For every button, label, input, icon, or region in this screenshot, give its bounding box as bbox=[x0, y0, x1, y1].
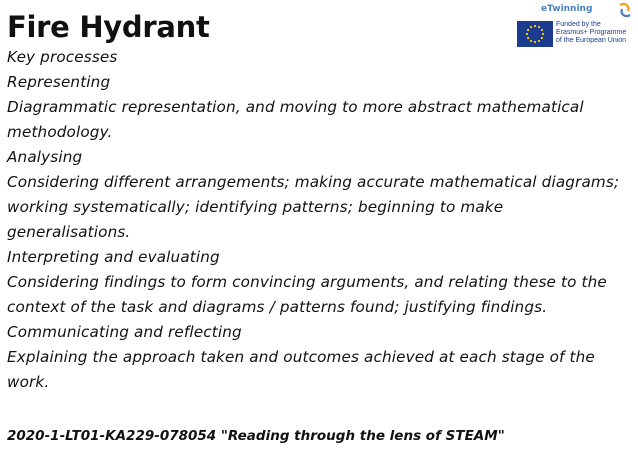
funding-line: Erasmus+ Programme bbox=[556, 29, 627, 36]
process-text-line: Explaining the approach taken and outcomes achieved at each stage of the bbox=[7, 348, 595, 366]
process-label-communicating: Communicating and reflecting bbox=[7, 323, 242, 341]
key-processes-content bbox=[7, 45, 633, 395]
eu-star-icon bbox=[542, 33, 544, 35]
process-text-line: methodology. bbox=[7, 123, 113, 141]
page-title: Fire Hydrant bbox=[7, 10, 210, 44]
eu-star-icon bbox=[538, 40, 540, 42]
process-label-interpreting: Interpreting and evaluating bbox=[7, 248, 220, 266]
process-text-line: work. bbox=[7, 373, 50, 391]
eu-star-icon bbox=[530, 26, 532, 28]
eu-star-icon bbox=[534, 25, 536, 27]
eu-star-icon bbox=[541, 29, 543, 31]
funding-notice bbox=[556, 21, 626, 45]
process-label-analysing: Analysing bbox=[7, 148, 83, 166]
eu-star-icon bbox=[534, 41, 536, 43]
etwinning-label: eTwinning bbox=[541, 4, 593, 14]
process-text-line: context of the task and diagrams / patterns found; justifying findings. bbox=[7, 298, 548, 316]
eu-flag-icon bbox=[517, 21, 553, 47]
process-label-representing: Representing bbox=[7, 73, 111, 91]
funding-line: of the European Union bbox=[556, 37, 627, 44]
section-heading: Key processes bbox=[7, 48, 118, 66]
process-text-line: Diagrammatic representation, and moving to more abstract mathematical bbox=[7, 98, 584, 116]
process-text-line: working systematically; identifying patterns; beginning to make bbox=[7, 198, 504, 216]
eu-star-icon bbox=[527, 37, 529, 39]
eu-star-icon bbox=[526, 33, 528, 35]
etwinning-arrows-icon bbox=[617, 2, 633, 18]
eu-star-icon bbox=[530, 40, 532, 42]
eu-star-icon bbox=[538, 26, 540, 28]
eu-star-icon bbox=[541, 37, 543, 39]
process-text-line: Considering different arrangements; making accurate mathematical diagrams; bbox=[7, 173, 620, 191]
process-text-line: generalisations. bbox=[7, 223, 131, 241]
process-text-line: Considering findings to form convincing arguments, and relating these to the bbox=[7, 273, 607, 291]
project-reference: 2020-1-LT01-KA229-078054 "Reading through the lens of STEAM" bbox=[7, 428, 505, 444]
erasmus-logo bbox=[516, 4, 634, 48]
eu-star-icon bbox=[527, 29, 529, 31]
funding-line: Funded by the bbox=[556, 21, 601, 28]
